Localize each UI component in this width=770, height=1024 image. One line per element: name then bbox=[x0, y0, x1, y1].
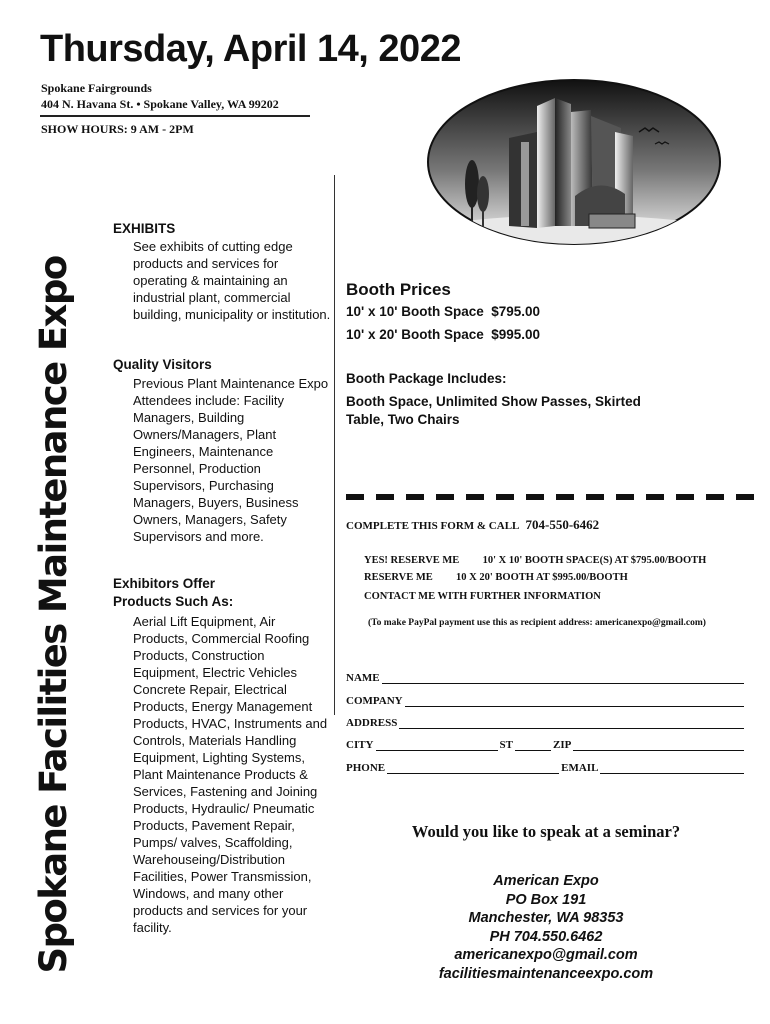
form-phone: 704-550-6462 bbox=[525, 517, 600, 532]
exhibitors-heading-line2: Products Such As: bbox=[113, 594, 234, 609]
phone-email-field[interactable] bbox=[346, 761, 746, 774]
contact-email[interactable]: americanexpo@gmail.com bbox=[454, 947, 638, 964]
contact-block bbox=[346, 872, 746, 984]
event-date: Thursday, April 14, 2022 bbox=[40, 28, 461, 70]
phone-input-line[interactable] bbox=[387, 761, 559, 774]
column-divider bbox=[334, 175, 335, 715]
booth-package-heading: Booth Package Includes: bbox=[346, 371, 507, 386]
email-label: EMAIL bbox=[561, 762, 599, 774]
exhibitors-text: Aerial Lift Equipment, Air Products, Commercial Roofing Products, Construction Equipment, Electric Vehicles Concrete Repair, Electrical Products, Energy Management Products, HVAC, Instruments and Controls, Materials Handling Equipment, Lighting Systems, Plant Maintenance Products & Services, Fastening and Joining Products, Hydraulic/ Pneumatic Products, Pavement Repair, Pumps/ valves, Scaffolding, Warehouseing/Distribution Facilities, Power Transmission, Windows, and many other products and services for your facility. bbox=[133, 614, 328, 935]
quality-visitors-text: Previous Plant Maintenance Expo Attendees include: Facility Managers, Building Owners/Managers, Plant Engineers, Maintenance Personnel, Production Supervisors, Purchasing Managers, Buyers, Business Owners, Managers, Safety Supervisors and more. bbox=[133, 376, 329, 544]
exhibitors-heading-line1: Exhibitors Offer bbox=[113, 576, 216, 591]
city-label: CITY bbox=[346, 739, 374, 751]
name-label: NAME bbox=[346, 672, 380, 684]
reserve-10x20-suffix: 10 X 20' BOOTH AT $995.00/BOOTH bbox=[456, 572, 628, 583]
company-input-line[interactable] bbox=[405, 694, 744, 707]
st-label: ST bbox=[499, 739, 513, 751]
venue-name: Spokane Fairgrounds bbox=[41, 81, 152, 95]
booth-price-10x20: 10' x 20' Booth Space $995.00 bbox=[346, 327, 541, 342]
paypal-note: (To make PayPal payment use this as recipient address: americanexpo@gmail.com) bbox=[368, 618, 706, 628]
reserve-10x20-option[interactable] bbox=[364, 572, 628, 583]
phone-label: PHONE bbox=[346, 762, 386, 774]
form-instruction-text: COMPLETE THIS FORM & CALL bbox=[346, 520, 519, 532]
quality-visitors-heading: Quality Visitors bbox=[113, 357, 212, 372]
booth-prices-heading: Booth Prices bbox=[346, 280, 451, 299]
address-input-line[interactable] bbox=[399, 716, 744, 729]
seminar-question: Would you like to speak at a seminar? bbox=[411, 822, 681, 841]
reserve-10x10-suffix: 10' X 10' BOOTH SPACE(S) AT $795.00/BOOTH bbox=[482, 555, 707, 566]
contact-po-box: PO Box 191 bbox=[505, 891, 587, 908]
show-hours: SHOW HOURS: 9 AM - 2PM bbox=[41, 122, 194, 136]
exhibitors-heading bbox=[113, 575, 233, 611]
venue-address: 404 N. Havana St. • Spokane Valley, WA 99202 bbox=[41, 97, 279, 111]
zip-label: ZIP bbox=[552, 739, 572, 751]
email-input-line[interactable] bbox=[600, 761, 744, 774]
city-skyline-illustration bbox=[425, 76, 723, 258]
contact-phone: PH 704.550.6462 bbox=[489, 928, 603, 945]
st-input-line[interactable] bbox=[515, 738, 551, 751]
company-field[interactable] bbox=[346, 694, 746, 707]
address-field[interactable] bbox=[346, 716, 746, 729]
booth-price-10x10: 10' x 10' Booth Space $795.00 bbox=[346, 304, 541, 319]
event-title-vertical: Spokane Facilities Maintenance Expo bbox=[32, 256, 75, 974]
contact-website[interactable]: facilitiesmaintenanceexpo.com bbox=[438, 965, 654, 982]
company-label: COMPANY bbox=[346, 695, 403, 707]
zip-input-line[interactable] bbox=[573, 738, 744, 751]
reserve-10x10-option[interactable] bbox=[364, 555, 706, 566]
cut-line-divider bbox=[346, 494, 756, 500]
city-st-zip-field[interactable] bbox=[346, 738, 746, 751]
contact-org: American Expo bbox=[493, 873, 599, 889]
reserve-10x10-prefix: YES! RESERVE ME bbox=[364, 555, 460, 566]
contact-city: Manchester, WA 98353 bbox=[468, 910, 624, 927]
header-rule bbox=[40, 115, 310, 117]
exhibits-heading: EXHIBITS bbox=[113, 221, 176, 236]
contact-me-option[interactable]: CONTACT ME WITH FURTHER INFORMATION bbox=[364, 591, 601, 602]
address-label: ADDRESS bbox=[346, 717, 398, 729]
form-instruction bbox=[346, 517, 599, 533]
booth-package-text: Booth Space, Unlimited Show Passes, Skirted Table, Two Chairs bbox=[346, 394, 641, 427]
venue-block bbox=[41, 80, 279, 112]
city-input-line[interactable] bbox=[376, 738, 498, 751]
name-field[interactable] bbox=[346, 671, 746, 684]
exhibits-text: See exhibits of cutting edge products and services for operating & maintaining an industrial plant, commercial building, municipality or institution. bbox=[133, 239, 331, 322]
reserve-10x20-prefix: RESERVE ME bbox=[364, 572, 433, 583]
name-input-line[interactable] bbox=[382, 671, 744, 684]
